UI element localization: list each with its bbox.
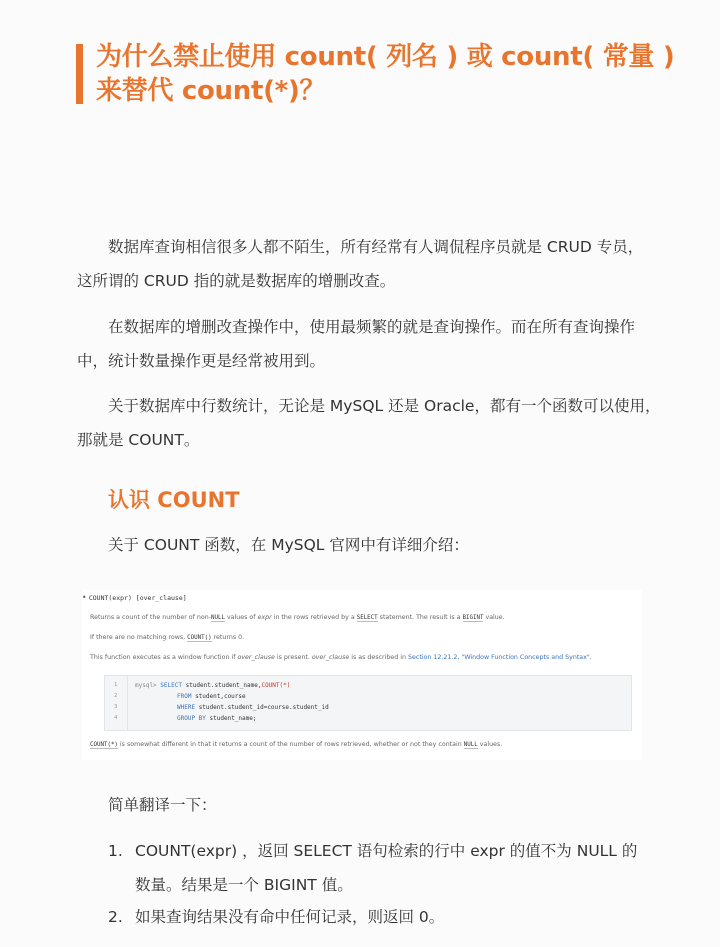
doc-text: is present.	[274, 654, 312, 661]
code-text: student,course	[195, 693, 246, 700]
paragraph-3	[77, 389, 663, 457]
code-line-4	[177, 715, 256, 722]
code-keyword: GROUP BY	[177, 715, 210, 722]
doc-text: value.	[483, 614, 505, 621]
line-number: 3	[114, 704, 118, 710]
doc-text: in the rows retrieved by a	[271, 614, 357, 621]
doc-line-1	[90, 614, 505, 621]
code-prompt: mysql>	[135, 682, 157, 689]
doc-line-2	[90, 634, 244, 641]
paragraph-line: 在数据库的增删改查操作中，使用最频繁的就是查询操作。而在所有查询操作	[108, 318, 636, 336]
paragraph-line: 数据库查询相信很多人都不陌生，所有经常有人调侃程序员就是 CRUD 专员，	[108, 238, 644, 256]
doc-emphasis: over_clause	[311, 654, 350, 661]
code-function: COUNT(*)	[261, 682, 291, 689]
article-title	[96, 40, 696, 108]
code-text: student.student_name,	[185, 682, 262, 689]
paragraph-2	[77, 310, 663, 378]
line-number: 2	[114, 693, 118, 699]
code-keyword: FROM	[177, 693, 196, 700]
doc-code: COUNT()	[187, 635, 212, 641]
title-line-1: 为什么禁止使用 count( 列名 ) 或 count( 常量 )	[96, 42, 675, 72]
list-text: COUNT(expr) ，返回 SELECT 语句检索的行中 expr 的值不为 NULL 的	[135, 842, 638, 860]
code-line-1	[135, 682, 290, 689]
doc-code: NULL	[463, 742, 478, 748]
doc-text: values.	[477, 741, 503, 748]
doc-text: Returns a count of the number of non-	[90, 614, 211, 621]
doc-text: values of	[224, 614, 258, 621]
doc-emphasis: expr	[257, 614, 272, 621]
list-text: 如果查询结果没有命中任何记录，则返回 0。	[135, 908, 445, 926]
title-line-2: 来替代 count(*)？	[96, 76, 326, 106]
doc-text: returns 0.	[211, 634, 245, 641]
list-item	[108, 900, 668, 934]
code-keyword: SELECT	[156, 682, 186, 689]
doc-text: is somewhat different in that it returns a count of the number of rows retrieved, whether or not they contain	[117, 741, 464, 748]
list-text: 数量。结果是一个 BIGINT 值。	[135, 876, 353, 894]
list-number: 2.	[108, 908, 123, 926]
title-accent-bar	[76, 44, 83, 104]
paragraph-line: 关于数据库中行数统计，无论是 MySQL 还是 Oracle，都有一个函数可以使用，	[108, 397, 661, 415]
doc-text: statement. The result is a	[377, 614, 463, 621]
doc-code: COUNT(*)	[90, 742, 118, 748]
doc-text: .	[589, 654, 592, 661]
doc-code: BIGINT	[462, 615, 484, 621]
doc-text: is as described in	[349, 654, 408, 661]
translation-heading: 简单翻译一下：	[108, 796, 217, 814]
code-line-3	[177, 704, 329, 711]
section-heading: 认识 COUNT	[108, 488, 240, 512]
code-text: student_name;	[209, 715, 257, 722]
paragraph-line: 中，统计数量操作更是经常被用到。	[77, 352, 326, 370]
paragraph-line: 那就是 COUNT。	[77, 431, 200, 449]
function-signature	[82, 593, 187, 602]
paragraph-1	[77, 230, 663, 298]
code-line-2	[177, 693, 246, 700]
mysql-doc-screenshot	[82, 590, 642, 760]
line-number: 1	[114, 682, 118, 688]
code-keyword: WHERE	[177, 704, 199, 711]
code-text: student.student_id=course.student_id	[198, 704, 329, 711]
doc-emphasis: over_clause	[237, 654, 275, 661]
list-number: 1.	[108, 842, 123, 860]
bullet-icon: •	[82, 593, 87, 602]
code-example-block	[104, 675, 632, 731]
section-intro: 关于 COUNT 函数，在 MySQL 官网中有详细介绍：	[108, 536, 469, 554]
doc-code: NULL	[210, 615, 225, 621]
paragraph-line: 这所谓的 CRUD 指的就是数据库的增删改查。	[77, 272, 396, 290]
list-item	[108, 834, 668, 902]
doc-footer-line	[90, 741, 502, 748]
signature-code: COUNT(expr) [over_clause]	[88, 594, 187, 602]
window-function-link[interactable]: Section 12.21.2, "Window Function Concepts and Syntax"	[407, 654, 590, 661]
doc-line-3	[90, 654, 592, 661]
doc-text: This function executes as a window function if	[90, 654, 238, 661]
line-number: 4	[114, 715, 118, 721]
doc-code: SELECT	[356, 615, 378, 621]
doc-text: If there are no matching rows,	[90, 634, 188, 641]
